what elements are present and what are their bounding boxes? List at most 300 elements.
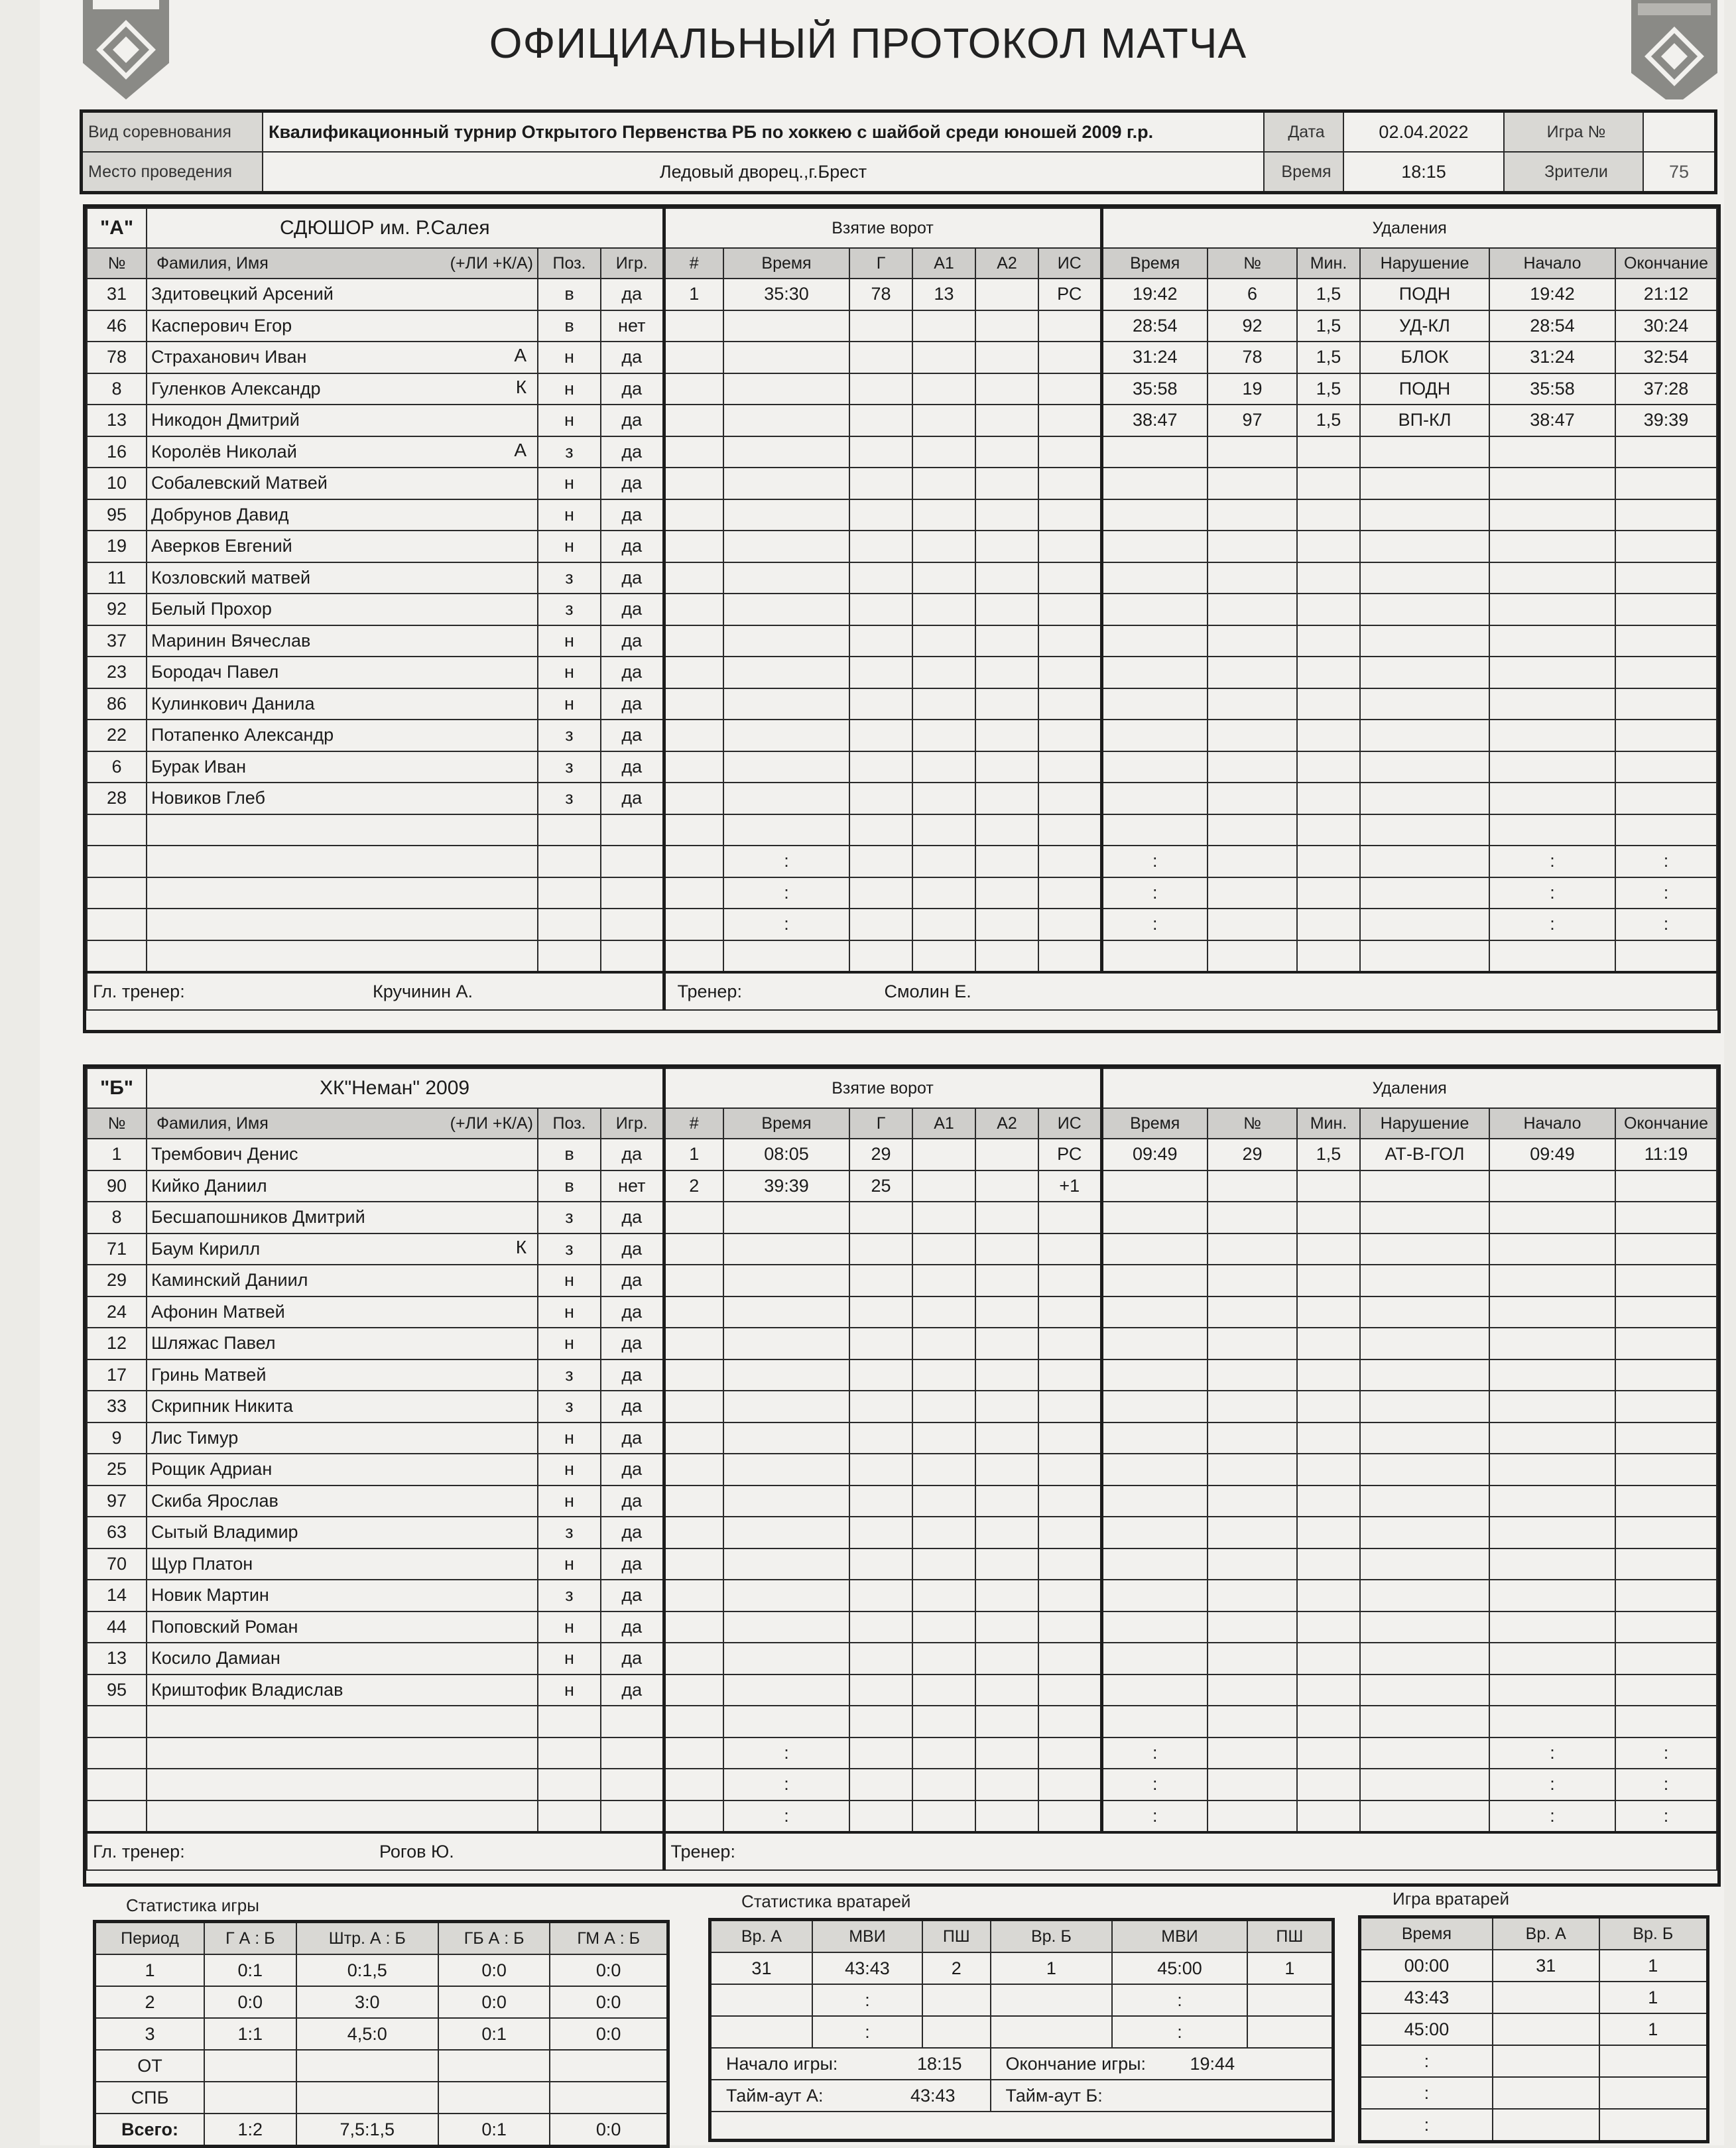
- goal-a1: [912, 1801, 975, 1833]
- penalty-num: [1208, 1769, 1297, 1801]
- player-played: да: [601, 373, 664, 405]
- goal-a1: [912, 1706, 975, 1737]
- goal-a1: [912, 1769, 975, 1801]
- competition-value: Квалификационный турнир Открытого Первенства РБ по хоккею с шайбой среди юношей 2009 г.р.: [263, 111, 1264, 153]
- stat-cell: 1: [1599, 1982, 1708, 2013]
- team-a-coach: [664, 972, 1717, 1010]
- goal-a2: [975, 468, 1038, 499]
- goalie-play-rows: [1360, 1950, 1708, 2142]
- stat-cell: [1247, 1984, 1333, 2016]
- stat-cell: [438, 2050, 550, 2082]
- penalty-end: [1615, 1580, 1717, 1611]
- goal-is: [1038, 1674, 1101, 1706]
- penalty-inf: [1360, 751, 1489, 783]
- penalty-min: 1,5: [1297, 1139, 1360, 1170]
- col-goal-a1: А1: [912, 248, 975, 279]
- stat-cell: 0:0: [550, 1954, 668, 1986]
- penalty-min: [1297, 720, 1360, 751]
- goal-a2: [975, 1202, 1038, 1233]
- header-cell: Вр. А: [710, 1920, 812, 1953]
- goal-is: [1038, 1548, 1101, 1580]
- player-number: [87, 1737, 147, 1769]
- goal-idx: [664, 1485, 723, 1517]
- player-number: 97: [87, 1485, 147, 1517]
- penalty-end: :: [1615, 877, 1717, 909]
- penalty-start: [1489, 783, 1615, 814]
- penalty-inf: [1360, 1674, 1489, 1706]
- goal-is: РС: [1038, 279, 1101, 310]
- penalty-start: 35:58: [1489, 373, 1615, 405]
- goal-is: [1038, 657, 1101, 688]
- goal-time: [723, 1422, 849, 1454]
- goal-is: +1: [1038, 1170, 1101, 1202]
- stat-cell: 4,5:0: [296, 2018, 438, 2050]
- penalty-num: [1208, 657, 1297, 688]
- goal-g: 25: [849, 1170, 912, 1202]
- player-number: 29: [87, 1265, 147, 1296]
- penalty-inf: БЛОК: [1360, 342, 1489, 373]
- goal-is: [1038, 1769, 1101, 1801]
- player-number: 24: [87, 1296, 147, 1328]
- player-played: [601, 877, 664, 909]
- goal-time: 35:30: [723, 279, 849, 310]
- penalty-end: 30:24: [1615, 310, 1717, 342]
- penalty-end: 11:19: [1615, 1139, 1717, 1170]
- penalty-time: [1101, 594, 1208, 625]
- penalty-end: [1615, 1706, 1717, 1737]
- player-name-cell: [147, 1548, 538, 1580]
- goal-g: [849, 594, 912, 625]
- player-name-cell: [147, 468, 538, 499]
- col-name: [147, 1108, 538, 1139]
- player-name-cell: [147, 783, 538, 814]
- goal-idx: [664, 1296, 723, 1328]
- player-played: [601, 846, 664, 877]
- penalty-time: [1101, 1202, 1208, 1233]
- penalty-min: [1297, 499, 1360, 531]
- player-played: да: [601, 1517, 664, 1548]
- goal-a1: [912, 1454, 975, 1485]
- stat-cell: :: [1360, 2077, 1493, 2109]
- goal-is: [1038, 531, 1101, 562]
- player-number: 16: [87, 436, 147, 468]
- penalty-min: [1297, 1706, 1360, 1737]
- goal-is: [1038, 846, 1101, 877]
- goal-a1: [912, 1391, 975, 1422]
- goal-a2: [975, 1422, 1038, 1454]
- player-played: да: [601, 279, 664, 310]
- goal-is: [1038, 1233, 1101, 1265]
- penalty-inf: [1360, 909, 1489, 940]
- player-name: Никодон Дмитрий: [151, 410, 300, 430]
- player-name-cell: [147, 405, 538, 436]
- stat-cell: [296, 2082, 438, 2114]
- col-pen-min: Мин.: [1297, 1108, 1360, 1139]
- player-played: [601, 909, 664, 940]
- penalty-inf: [1360, 499, 1489, 531]
- team-b-goals-title: Взятие ворот: [664, 1068, 1101, 1108]
- penalty-time: [1101, 1265, 1208, 1296]
- penalty-min: [1297, 594, 1360, 625]
- player-name: Касперович Егор: [151, 315, 292, 336]
- goal-a2: [975, 1611, 1038, 1643]
- stat-cell: 0:0: [438, 1954, 550, 1986]
- goal-a1: [912, 1643, 975, 1674]
- col-pen-infraction: Нарушение: [1360, 248, 1489, 279]
- player-position: н: [538, 531, 601, 562]
- player-number: 33: [87, 1391, 147, 1422]
- player-number: 95: [87, 499, 147, 531]
- player-row: [87, 562, 1717, 594]
- venue-value: Ледовый дворец.,г.Брест: [263, 152, 1264, 193]
- stat-cell: [550, 2082, 668, 2114]
- player-name-cell: [147, 1233, 538, 1265]
- penalty-start: [1489, 1611, 1615, 1643]
- goal-a2: [975, 1454, 1038, 1485]
- player-number: 25: [87, 1454, 147, 1485]
- player-number: 70: [87, 1548, 147, 1580]
- penalty-min: [1297, 1580, 1360, 1611]
- time-label: Время: [1264, 152, 1343, 193]
- player-number: 13: [87, 1643, 147, 1674]
- player-name-cell: [147, 1580, 538, 1611]
- player-name-cell: [147, 1265, 538, 1296]
- penalty-time: [1101, 562, 1208, 594]
- goal-g: [849, 783, 912, 814]
- game-stats-table: [93, 1920, 670, 2148]
- penalty-time: [1101, 657, 1208, 688]
- col-num: №: [87, 248, 147, 279]
- goal-is: [1038, 594, 1101, 625]
- penalty-inf: [1360, 940, 1489, 973]
- goal-a2: [975, 940, 1038, 973]
- team-a-rows: [87, 279, 1717, 972]
- penalty-end: [1615, 657, 1717, 688]
- player-number: 86: [87, 688, 147, 720]
- penalty-num: [1208, 940, 1297, 973]
- timeout-b-label: Тайм-аут Б:: [1005, 2085, 1103, 2106]
- goal-idx: [664, 814, 723, 846]
- goal-a2: [975, 814, 1038, 846]
- goal-a2: [975, 373, 1038, 405]
- player-name: Поповский Роман: [151, 1616, 298, 1637]
- player-row: [87, 909, 1717, 940]
- goal-idx: [664, 1674, 723, 1706]
- penalty-end: [1615, 1454, 1717, 1485]
- goal-idx: [664, 1580, 723, 1611]
- goal-g: [849, 468, 912, 499]
- goal-time: [723, 310, 849, 342]
- player-played: да: [601, 688, 664, 720]
- team-a-head-coach: [87, 972, 664, 1010]
- penalty-num: [1208, 1801, 1297, 1833]
- goal-is: [1038, 1359, 1101, 1391]
- goal-idx: [664, 1233, 723, 1265]
- team-a-name: СДЮШОР им. Р.Салея: [147, 208, 664, 248]
- penalty-min: [1297, 877, 1360, 909]
- penalty-time: [1101, 751, 1208, 783]
- goal-time: [723, 373, 849, 405]
- penalty-end: 39:39: [1615, 405, 1717, 436]
- penalty-time: [1101, 1611, 1208, 1643]
- goal-time: [723, 1202, 849, 1233]
- penalty-inf: ПОДН: [1360, 373, 1489, 405]
- player-position: в: [538, 310, 601, 342]
- player-name: Трембович Денис: [151, 1144, 298, 1165]
- goal-a1: [912, 625, 975, 657]
- stat-cell: [1599, 2077, 1708, 2109]
- player-name: Новик Мартин: [151, 1585, 269, 1606]
- goal-idx: [664, 783, 723, 814]
- penalty-num: [1208, 468, 1297, 499]
- penalty-time: [1101, 1517, 1208, 1548]
- penalty-num: [1208, 1265, 1297, 1296]
- goal-time: [723, 814, 849, 846]
- penalty-end: [1615, 751, 1717, 783]
- penalty-min: [1297, 1296, 1360, 1328]
- player-number: 13: [87, 405, 147, 436]
- goal-a1: [912, 1233, 975, 1265]
- player-name: Потапенко Александр: [151, 725, 334, 745]
- goal-idx: 1: [664, 1139, 723, 1170]
- goal-a2: [975, 1485, 1038, 1517]
- goal-a1: [912, 909, 975, 940]
- header-cell: Время: [1360, 1917, 1493, 1950]
- goal-time: [723, 594, 849, 625]
- player-position: н: [538, 405, 601, 436]
- player-name: Лис Тимур: [151, 1427, 239, 1448]
- goal-idx: [664, 1737, 723, 1769]
- stat-cell: [710, 2016, 812, 2048]
- player-played: [601, 814, 664, 846]
- penalty-time: [1101, 1706, 1208, 1737]
- goal-time: [723, 1643, 849, 1674]
- venue-label: Место проведения: [82, 152, 263, 193]
- player-name: Бесшапошников Дмитрий: [151, 1207, 365, 1228]
- penalty-time: [1101, 531, 1208, 562]
- goal-a2: [975, 1548, 1038, 1580]
- player-position: н: [538, 1674, 601, 1706]
- header-cell: ПШ: [1247, 1920, 1333, 1953]
- penalty-time: 28:54: [1101, 310, 1208, 342]
- player-position: з: [538, 436, 601, 468]
- stat-cell: 43:43: [1360, 1982, 1493, 2013]
- penalty-min: [1297, 1801, 1360, 1833]
- col-li-label: (+ЛИ +К/А): [450, 1113, 533, 1133]
- goal-time: [723, 1674, 849, 1706]
- goal-g: [849, 1769, 912, 1801]
- penalty-num: [1208, 688, 1297, 720]
- goal-a1: [912, 405, 975, 436]
- player-captain-mark: К: [515, 376, 527, 397]
- penalty-start: 19:42: [1489, 279, 1615, 310]
- player-played: да: [601, 1202, 664, 1233]
- player-row: [87, 688, 1717, 720]
- penalty-end: [1615, 1328, 1717, 1359]
- penalty-start: [1489, 688, 1615, 720]
- penalty-time: [1101, 1485, 1208, 1517]
- col-goal-is: ИС: [1038, 248, 1101, 279]
- goal-a2: [975, 310, 1038, 342]
- player-played: нет: [601, 310, 664, 342]
- penalty-inf: [1360, 1517, 1489, 1548]
- player-number: [87, 814, 147, 846]
- goal-g: [849, 625, 912, 657]
- penalty-inf: [1360, 1170, 1489, 1202]
- stat-cell: 0:1: [438, 2114, 550, 2147]
- goal-a2: [975, 1170, 1038, 1202]
- game-start: [710, 2048, 991, 2080]
- player-number: [87, 846, 147, 877]
- penalty-inf: [1360, 468, 1489, 499]
- team-a-goals-title: Взятие ворот: [664, 208, 1101, 248]
- penalty-start: [1489, 1485, 1615, 1517]
- player-position: н: [538, 1611, 601, 1643]
- player-name: Афонин Матвей: [151, 1301, 285, 1322]
- col-pen-end: Окончание: [1615, 1108, 1717, 1139]
- penalty-inf: ПОДН: [1360, 279, 1489, 310]
- penalty-time: [1101, 1643, 1208, 1674]
- penalty-inf: [1360, 1233, 1489, 1265]
- stat-cell: [1493, 2077, 1599, 2109]
- goal-is: [1038, 1643, 1101, 1674]
- player-row: [87, 1202, 1717, 1233]
- player-captain-mark: К: [515, 1236, 527, 1257]
- player-played: да: [601, 1611, 664, 1643]
- goal-a2: [975, 1265, 1038, 1296]
- penalty-time: [1101, 1296, 1208, 1328]
- player-name: Гуленков Александр: [151, 378, 321, 399]
- penalty-num: 78: [1208, 342, 1297, 373]
- penalty-end: [1615, 1548, 1717, 1580]
- player-position: [538, 1737, 601, 1769]
- penalty-inf: [1360, 625, 1489, 657]
- player-position: [538, 814, 601, 846]
- penalty-start: :: [1489, 1737, 1615, 1769]
- player-name-cell: [147, 1170, 538, 1202]
- player-name: Сытый Владимир: [151, 1522, 298, 1543]
- goal-is: [1038, 909, 1101, 940]
- goal-time: [723, 657, 849, 688]
- team-b-name: ХК"Неман" 2009: [147, 1068, 664, 1108]
- stat-cell: 43:43: [812, 1952, 922, 1984]
- penalty-start: [1489, 751, 1615, 783]
- player-number: [87, 1769, 147, 1801]
- goal-idx: [664, 1265, 723, 1296]
- period-row: [95, 1986, 668, 2018]
- player-name: Скиба Ярослав: [151, 1490, 279, 1511]
- goal-time: [723, 405, 849, 436]
- penalty-min: [1297, 688, 1360, 720]
- player-position: н: [538, 1485, 601, 1517]
- penalty-num: 6: [1208, 279, 1297, 310]
- penalty-min: [1297, 1454, 1360, 1485]
- player-name-cell: [147, 846, 538, 877]
- player-played: [601, 1801, 664, 1833]
- goal-idx: [664, 1454, 723, 1485]
- goal-g: [849, 751, 912, 783]
- player-row: [87, 373, 1717, 405]
- penalty-start: [1489, 1391, 1615, 1422]
- penalty-end: :: [1615, 846, 1717, 877]
- player-row: [87, 1706, 1717, 1737]
- goal-a2: [975, 531, 1038, 562]
- header-cell: ПШ: [922, 1920, 990, 1953]
- penalty-end: [1615, 594, 1717, 625]
- penalty-end: 32:54: [1615, 342, 1717, 373]
- penalty-time: [1101, 625, 1208, 657]
- goal-is: [1038, 1422, 1101, 1454]
- goal-a2: [975, 342, 1038, 373]
- stat-cell: 00:00: [1360, 1950, 1493, 1982]
- penalty-start: [1489, 468, 1615, 499]
- player-played: да: [601, 1139, 664, 1170]
- player-number: [87, 909, 147, 940]
- player-name: Маринин Вячеслав: [151, 630, 311, 651]
- penalty-start: [1489, 594, 1615, 625]
- header-cell: Вр. А: [1493, 1917, 1599, 1950]
- header-cell: Вр. Б: [1599, 1917, 1708, 1950]
- goal-g: [849, 1548, 912, 1580]
- goal-idx: [664, 688, 723, 720]
- goal-idx: [664, 594, 723, 625]
- stat-cell: [991, 2016, 1113, 2048]
- goal-is: [1038, 562, 1101, 594]
- stat-cell: 0:1: [438, 2018, 550, 2050]
- player-name-cell: [147, 1422, 538, 1454]
- coach-value: Смолин Е.: [884, 981, 971, 1001]
- stat-cell: :: [1360, 2109, 1493, 2142]
- penalty-start: [1489, 1202, 1615, 1233]
- goal-a1: [912, 562, 975, 594]
- goal-idx: [664, 562, 723, 594]
- goal-g: [849, 1202, 912, 1233]
- player-played: да: [601, 342, 664, 373]
- player-name-cell: [147, 1643, 538, 1674]
- goal-idx: [664, 1391, 723, 1422]
- penalty-end: [1615, 1485, 1717, 1517]
- goal-idx: [664, 720, 723, 751]
- player-row: [87, 1170, 1717, 1202]
- goalie-stats-caption: Статистика вратарей: [741, 1891, 911, 1911]
- penalty-num: 19: [1208, 373, 1297, 405]
- player-number: 1: [87, 1139, 147, 1170]
- player-number: 31: [87, 279, 147, 310]
- goal-a2: [975, 1328, 1038, 1359]
- goal-idx: [664, 909, 723, 940]
- player-name: Новиков Глеб: [151, 788, 265, 808]
- penalty-inf: АТ-В-ГОЛ: [1360, 1139, 1489, 1170]
- goal-g: 29: [849, 1139, 912, 1170]
- stat-cell: 3:0: [296, 1986, 438, 2018]
- goal-a2: [975, 625, 1038, 657]
- goal-time: [723, 940, 849, 973]
- goal-is: [1038, 436, 1101, 468]
- penalty-num: [1208, 1233, 1297, 1265]
- goal-time: [723, 1580, 849, 1611]
- player-number: 71: [87, 1233, 147, 1265]
- penalty-end: [1615, 1170, 1717, 1202]
- goal-a1: [912, 1296, 975, 1328]
- penalty-start: :: [1489, 909, 1615, 940]
- player-position: з: [538, 1233, 601, 1265]
- stat-cell: [1599, 2045, 1708, 2077]
- goal-g: [849, 1706, 912, 1737]
- penalty-num: [1208, 1328, 1297, 1359]
- goal-a1: [912, 594, 975, 625]
- player-number: 95: [87, 1674, 147, 1706]
- goal-idx: [664, 1801, 723, 1833]
